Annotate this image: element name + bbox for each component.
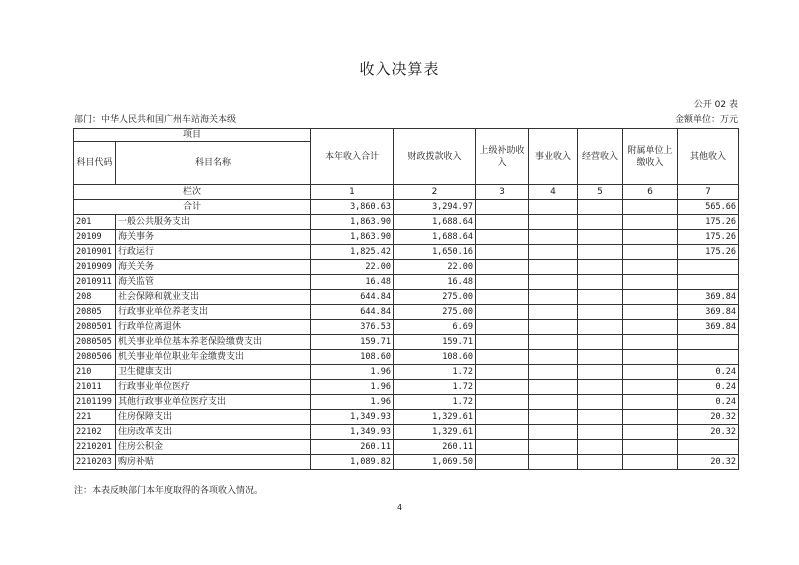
row-operating <box>578 260 623 275</box>
row-total: 260.11 <box>311 440 394 455</box>
table-row <box>74 395 739 410</box>
row-business <box>529 320 578 335</box>
column-index-cell: 2 <box>394 185 476 200</box>
row-name: 一般公共服务支出 <box>116 215 311 230</box>
row-name: 购房补贴 <box>116 455 311 470</box>
row-code: 20805 <box>74 305 116 320</box>
row-business <box>529 350 578 365</box>
row-fiscal: 22.00 <box>394 260 476 275</box>
row-affiliated <box>623 215 678 230</box>
row-total: 644.84 <box>311 290 394 305</box>
column-index-cell: 4 <box>529 185 578 200</box>
row-business <box>529 380 578 395</box>
row-affiliated <box>623 335 678 350</box>
row-operating <box>578 305 623 320</box>
row-other: 369.84 <box>678 305 739 320</box>
row-affiliated <box>623 380 678 395</box>
row-other: 175.26 <box>678 230 739 245</box>
row-other <box>678 275 739 290</box>
row-fiscal: 1,688.64 <box>394 230 476 245</box>
row-other: 20.32 <box>678 455 739 470</box>
table-note: 注：本表反映部门本年度取得的各项收入情况。 <box>74 486 264 496</box>
totals-total: 3,860.63 <box>311 200 394 215</box>
row-business <box>529 215 578 230</box>
row-other: 175.26 <box>678 245 739 260</box>
table-row <box>74 380 739 395</box>
header-superior: 上级补助收入 <box>476 129 529 185</box>
row-business <box>529 305 578 320</box>
row-superior <box>476 215 529 230</box>
totals-other: 565.66 <box>678 200 739 215</box>
row-code: 21011 <box>74 380 116 395</box>
row-code: 2101199 <box>74 395 116 410</box>
row-operating <box>578 320 623 335</box>
row-name: 住房改革支出 <box>116 425 311 440</box>
table-row <box>74 260 739 275</box>
row-business <box>529 425 578 440</box>
row-code: 201 <box>74 215 116 230</box>
header-operating: 经营收入 <box>578 129 623 185</box>
row-operating <box>578 425 623 440</box>
row-name: 卫生健康支出 <box>116 365 311 380</box>
row-superior <box>476 350 529 365</box>
row-total: 16.48 <box>311 275 394 290</box>
column-index-cell: 7 <box>678 185 739 200</box>
row-superior <box>476 245 529 260</box>
row-fiscal: 1.72 <box>394 365 476 380</box>
table-row <box>74 410 739 425</box>
row-superior <box>476 335 529 350</box>
row-name: 住房保障支出 <box>116 410 311 425</box>
column-index-cell: 1 <box>311 185 394 200</box>
row-superior <box>476 425 529 440</box>
table-row <box>74 440 739 455</box>
table-row <box>74 290 739 305</box>
row-operating <box>578 440 623 455</box>
totals-fiscal: 3,294.97 <box>394 200 476 215</box>
totals-operating <box>578 200 623 215</box>
department-label: 部门：中华人民共和国广州车站海关本级 <box>74 115 237 125</box>
row-fiscal: 1,650.16 <box>394 245 476 260</box>
row-code: 2010909 <box>74 260 116 275</box>
header-item: 项目 <box>74 129 311 142</box>
row-operating <box>578 455 623 470</box>
row-operating <box>578 365 623 380</box>
row-name: 行政事业单位养老支出 <box>116 305 311 320</box>
table-row <box>74 320 739 335</box>
row-business <box>529 230 578 245</box>
row-name: 海关事务 <box>116 230 311 245</box>
table-row <box>74 335 739 350</box>
header-name: 科目名称 <box>116 142 311 185</box>
column-index-cell: 3 <box>476 185 529 200</box>
row-affiliated <box>623 260 678 275</box>
row-affiliated <box>623 305 678 320</box>
row-code: 2210201 <box>74 440 116 455</box>
row-superior <box>476 305 529 320</box>
row-fiscal: 1,069.50 <box>394 455 476 470</box>
row-fiscal: 1,329.61 <box>394 410 476 425</box>
row-affiliated <box>623 410 678 425</box>
row-fiscal: 108.60 <box>394 350 476 365</box>
row-affiliated <box>623 290 678 305</box>
row-superior <box>476 290 529 305</box>
row-other: 369.84 <box>678 320 739 335</box>
income-table <box>73 128 739 470</box>
row-fiscal: 6.69 <box>394 320 476 335</box>
row-code: 20109 <box>74 230 116 245</box>
row-affiliated <box>623 425 678 440</box>
row-business <box>529 455 578 470</box>
row-name: 住房公积金 <box>116 440 311 455</box>
row-other <box>678 350 739 365</box>
row-business <box>529 365 578 380</box>
totals-affiliated <box>623 200 678 215</box>
row-affiliated <box>623 365 678 380</box>
row-name: 社会保障和就业支出 <box>116 290 311 305</box>
row-other <box>678 440 739 455</box>
row-business <box>529 245 578 260</box>
row-code: 208 <box>74 290 116 305</box>
row-business <box>529 290 578 305</box>
totals-business <box>529 200 578 215</box>
row-fiscal: 1.72 <box>394 395 476 410</box>
row-operating <box>578 275 623 290</box>
row-superior <box>476 260 529 275</box>
row-name: 行政运行 <box>116 245 311 260</box>
row-operating <box>578 410 623 425</box>
row-fiscal: 275.00 <box>394 305 476 320</box>
row-business <box>529 275 578 290</box>
row-superior <box>476 395 529 410</box>
row-operating <box>578 380 623 395</box>
table-row <box>74 305 739 320</box>
row-affiliated <box>623 320 678 335</box>
row-superior <box>476 440 529 455</box>
row-total: 1.96 <box>311 380 394 395</box>
row-business <box>529 260 578 275</box>
row-code: 2080505 <box>74 335 116 350</box>
row-fiscal: 159.71 <box>394 335 476 350</box>
column-index-label: 栏次 <box>74 185 311 200</box>
row-other: 175.26 <box>678 215 739 230</box>
row-other: 0.24 <box>678 395 739 410</box>
table-row <box>74 245 739 260</box>
row-operating <box>578 230 623 245</box>
row-code: 2010911 <box>74 275 116 290</box>
row-code: 22102 <box>74 425 116 440</box>
header-total: 本年收入合计 <box>311 129 394 185</box>
row-other <box>678 335 739 350</box>
amount-unit: 金额单位：万元 <box>674 115 738 125</box>
table-row <box>74 455 739 470</box>
row-code: 2210203 <box>74 455 116 470</box>
totals-label: 合计 <box>74 200 311 215</box>
row-superior <box>476 410 529 425</box>
row-name: 机关事业单位职业年金缴费支出 <box>116 350 311 365</box>
row-operating <box>578 215 623 230</box>
totals-row <box>74 200 739 215</box>
row-total: 22.00 <box>311 260 394 275</box>
column-index-row <box>74 185 739 200</box>
row-name: 其他行政事业单位医疗支出 <box>116 395 311 410</box>
row-other: 0.24 <box>678 365 739 380</box>
table-row <box>74 215 739 230</box>
table-row <box>74 230 739 245</box>
form-number: 公开 02 表 <box>693 100 738 110</box>
table-row <box>74 425 739 440</box>
row-affiliated <box>623 350 678 365</box>
header-row-item <box>74 129 739 142</box>
row-affiliated <box>623 395 678 410</box>
row-superior <box>476 275 529 290</box>
row-superior <box>476 455 529 470</box>
row-fiscal: 1,688.64 <box>394 215 476 230</box>
row-total: 644.84 <box>311 305 394 320</box>
row-affiliated <box>623 245 678 260</box>
row-code: 221 <box>74 410 116 425</box>
header-code: 科目代码 <box>74 142 116 185</box>
row-total: 1,825.42 <box>311 245 394 260</box>
page-title: 收入决算表 <box>359 60 440 78</box>
table-row <box>74 275 739 290</box>
header-other: 其他收入 <box>678 129 739 185</box>
row-code: 2010901 <box>74 245 116 260</box>
table-row <box>74 365 739 380</box>
row-operating <box>578 350 623 365</box>
row-total: 1,349.93 <box>311 425 394 440</box>
row-affiliated <box>623 440 678 455</box>
row-fiscal: 1.72 <box>394 380 476 395</box>
row-name: 海关监管 <box>116 275 311 290</box>
row-name: 行政事业单位医疗 <box>116 380 311 395</box>
row-operating <box>578 395 623 410</box>
row-total: 108.60 <box>311 350 394 365</box>
row-superior <box>476 320 529 335</box>
totals-superior <box>476 200 529 215</box>
row-total: 376.53 <box>311 320 394 335</box>
row-superior <box>476 365 529 380</box>
page-number: 4 <box>396 503 403 512</box>
row-name: 海关关务 <box>116 260 311 275</box>
row-affiliated <box>623 455 678 470</box>
row-total: 159.71 <box>311 335 394 350</box>
header-business: 事业收入 <box>529 129 578 185</box>
row-superior <box>476 230 529 245</box>
row-total: 1,863.90 <box>311 215 394 230</box>
row-code: 2080501 <box>74 320 116 335</box>
row-superior <box>476 380 529 395</box>
table-row <box>74 350 739 365</box>
row-code: 2080506 <box>74 350 116 365</box>
header-fiscal: 财政拨款收入 <box>394 129 476 185</box>
column-index-cell: 6 <box>623 185 678 200</box>
row-fiscal: 16.48 <box>394 275 476 290</box>
row-total: 1,349.93 <box>311 410 394 425</box>
row-other: 20.32 <box>678 425 739 440</box>
header-affiliated: 附属单位上缴收入 <box>623 129 678 185</box>
row-business <box>529 440 578 455</box>
column-index-cell: 5 <box>578 185 623 200</box>
row-other: 369.84 <box>678 290 739 305</box>
row-operating <box>578 335 623 350</box>
row-business <box>529 335 578 350</box>
row-business <box>529 410 578 425</box>
row-operating <box>578 290 623 305</box>
row-code: 210 <box>74 365 116 380</box>
row-total: 1,863.90 <box>311 230 394 245</box>
row-name: 行政单位离退休 <box>116 320 311 335</box>
row-total: 1,089.82 <box>311 455 394 470</box>
row-operating <box>578 245 623 260</box>
row-name: 机关事业单位基本养老保险缴费支出 <box>116 335 311 350</box>
row-affiliated <box>623 275 678 290</box>
row-fiscal: 275.00 <box>394 290 476 305</box>
row-other: 0.24 <box>678 380 739 395</box>
row-business <box>529 395 578 410</box>
row-total: 1.96 <box>311 365 394 380</box>
row-other <box>678 260 739 275</box>
row-fiscal: 1,329.61 <box>394 425 476 440</box>
row-other: 20.32 <box>678 410 739 425</box>
row-total: 1.96 <box>311 395 394 410</box>
row-affiliated <box>623 230 678 245</box>
row-fiscal: 260.11 <box>394 440 476 455</box>
